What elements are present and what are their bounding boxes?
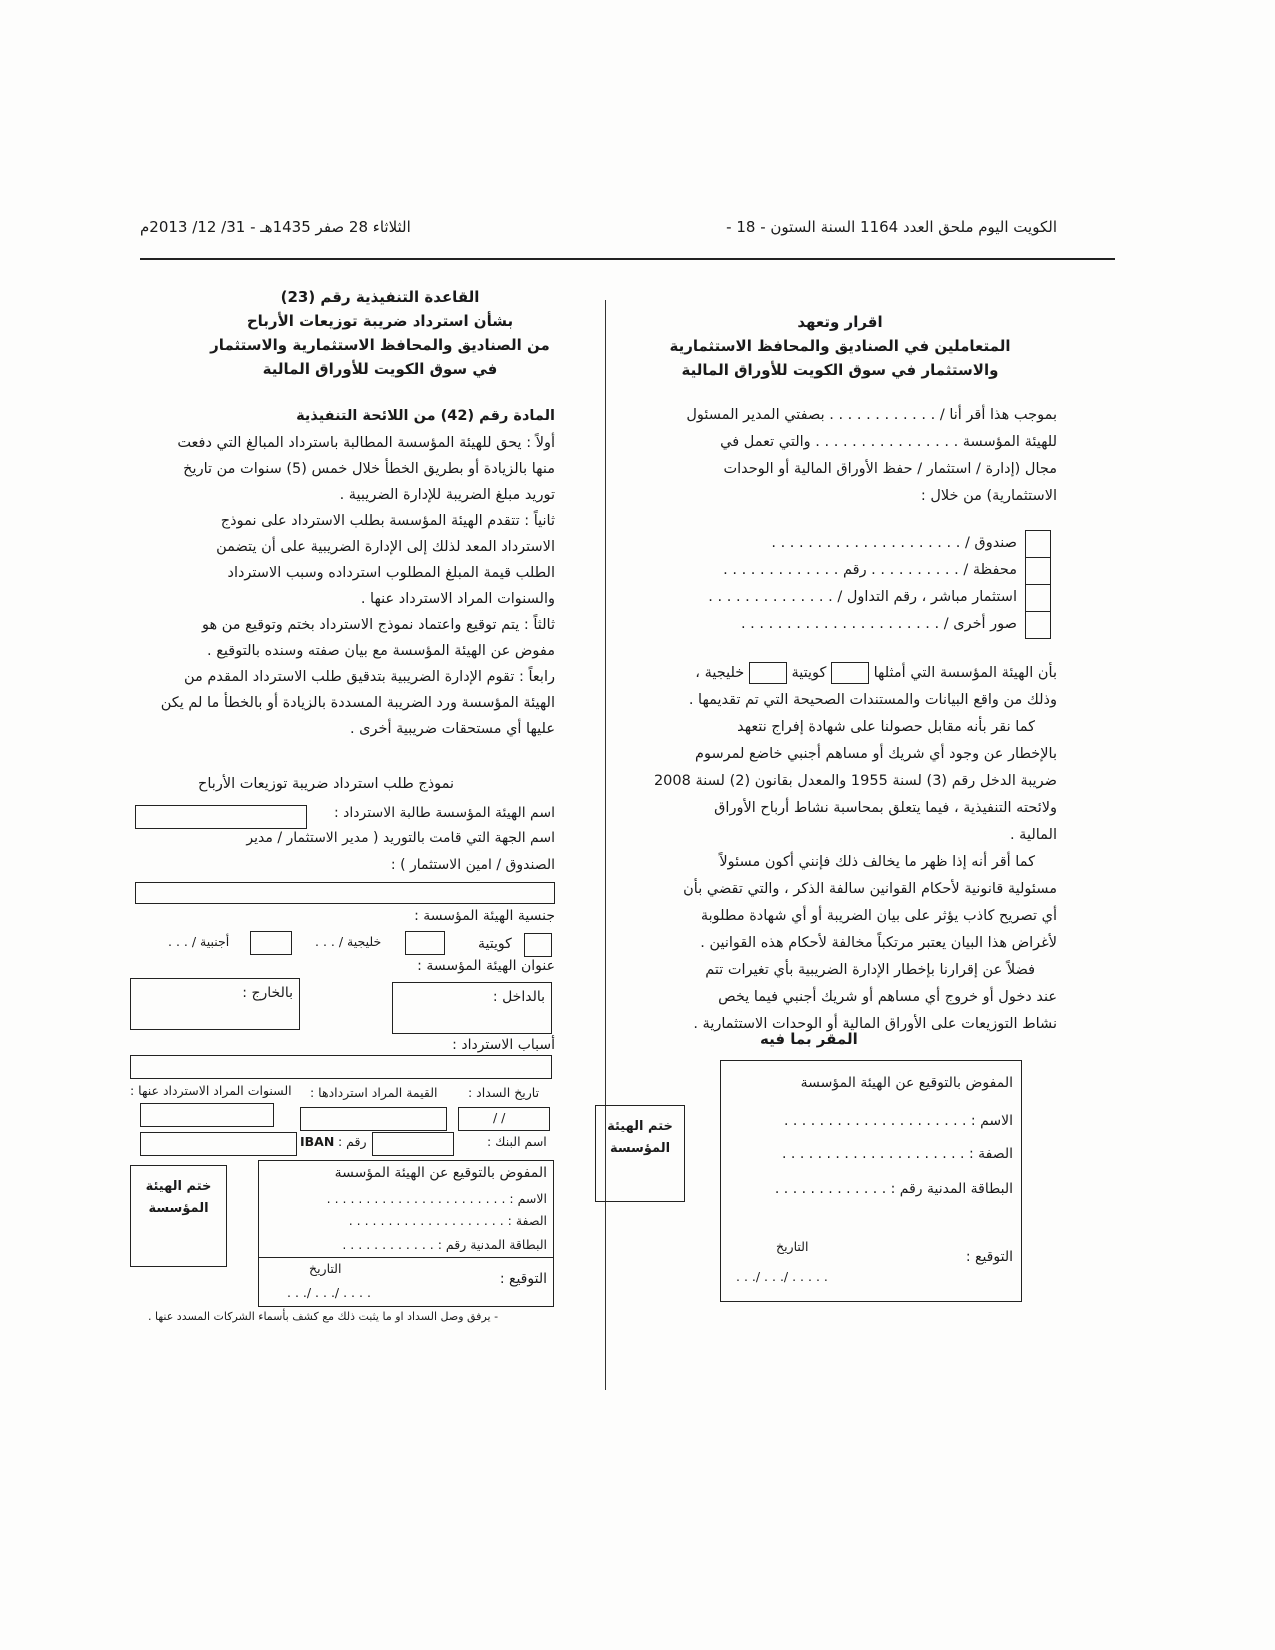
years-label: السنوات المراد الاسترداد عنها : xyxy=(130,1083,292,1098)
stamp-label: ختم الهيئة المؤسسة xyxy=(607,1119,673,1156)
body-line: أي تصريح كاذب يؤثر على بيان الضريبة أو أي شهادة مطلوبة xyxy=(700,908,1057,924)
signature-label: التوقيع : xyxy=(499,1271,547,1287)
address-inside-box[interactable] xyxy=(392,982,552,1034)
body-line: عند دخول أو خروج أي مساهم أو شريك أجنبي فيما يخص xyxy=(718,989,1057,1005)
rule-line: أولاً : يحق للهيئة المؤسسة المطالبة باسترداد المبالغ التي دفعت xyxy=(177,435,555,451)
declaration-title-line: والاستثمار في سوق الكويت للأوراق المالية xyxy=(681,361,999,379)
option-checkbox-other[interactable] xyxy=(1026,612,1050,638)
intro-line: بموجب هذا أقر أنا / . . . . . . . . . . . . بصفتي المدير المسئول xyxy=(686,407,1057,423)
body-line: ضريبة الدخل رقم (3) لسنة 1955 والمعدل بقانون (2) لسنة 2008 xyxy=(653,773,1057,789)
rule-line: الهيئة المؤسسة ورد الضريبة المسددة بالزيادة أو بالخطأ ما لم يكن xyxy=(160,695,555,711)
declaration-title xyxy=(620,310,1060,382)
iban-label: IBAN xyxy=(300,1134,335,1149)
rule-line: توريد مبلغ الضريبة للإدارة الضريبية . xyxy=(339,487,555,503)
header-rule xyxy=(140,258,1115,260)
declaration-body xyxy=(597,687,1057,1038)
nationality-line xyxy=(597,660,1057,687)
address-outside-box[interactable] xyxy=(130,978,300,1030)
option-checkbox-column xyxy=(1025,530,1051,639)
rule-title-line: من الصناديق والمحافظ الاستثمارية والاستثمار xyxy=(210,336,550,354)
rule-line: رابعاً : تقوم الإدارة الضريبية بتدقيق طلب الاسترداد المقدم من xyxy=(184,669,555,685)
foreign-label-form: أجنبية / . . . xyxy=(168,934,230,949)
article-title: المادة رقم (42) من اللائحة التنفيذية xyxy=(296,408,555,424)
option-fund: صندوق / . . . . . . . . . . . . . . . . . . . . . xyxy=(771,535,1017,551)
body-line: نشاط التوزيعات على الأوراق المالية أو الوحدات الاستثمارية . xyxy=(693,1016,1057,1032)
rule-title-line: بشأن استرداد ضريبة توزيعات الأرباح xyxy=(246,312,514,330)
signer-civil-id-field[interactable]: البطاقة المدنية رقم : . . . . . . . . . . . . xyxy=(342,1237,547,1252)
pay-date-input[interactable] xyxy=(458,1107,550,1131)
address-inside-label: بالداخل : xyxy=(492,989,545,1005)
intro-line: للهيئة المؤسسة . . . . . . . . . . . . . . . . والتي تعمل في xyxy=(720,434,1057,450)
signature-box-title: المفوض بالتوقيع عن الهيئة المؤسسة xyxy=(800,1075,1013,1091)
declaration-intro xyxy=(607,402,1057,510)
intro-line: مجال (إدارة / استثمار / حفظ الأوراق المالية أو الوحدات xyxy=(723,461,1057,477)
body-line: بالإخطار عن وجود أي شريك أو مساهم أجنبي خاضع لمرسوم xyxy=(695,746,1057,762)
nationality-label: جنسية الهيئة المؤسسة : xyxy=(414,908,555,924)
header-right: الكويت اليوم ملحق العدد 1164 السنة الستون - 18 - xyxy=(726,218,1057,236)
rule-line: مفوض عن الهيئة المؤسسة مع بيان صفته وسنده بالتوقيع . xyxy=(207,643,555,659)
option-checkbox-fund[interactable] xyxy=(1026,531,1050,558)
signature-divider xyxy=(259,1257,553,1258)
date-field[interactable]: . . . . . /. . . /. . . xyxy=(736,1269,828,1284)
body-line: لأغراض هذا البيان يعتبر مرتكباً مخالفة لأحكام هذه القوانين . xyxy=(700,935,1057,951)
bank-input[interactable] xyxy=(372,1132,454,1156)
foreign-checkbox-form[interactable] xyxy=(250,931,292,955)
body-line: وذلك من واقع البيانات والمستندات الصحيحة التي تم تقديمها . xyxy=(688,692,1057,708)
intro-line: الاستثمارية) من خلال : xyxy=(920,488,1057,504)
gulf-checkbox[interactable] xyxy=(749,662,787,684)
declaration-options xyxy=(607,530,1017,638)
option-direct: استثمار مباشر ، رقم التداول / . . . . . . . . . . . . . . xyxy=(708,589,1017,605)
bank-label: اسم البنك : xyxy=(487,1134,547,1149)
rule-line: ثالثاً : يتم توقيع واعتماد نموذج الاسترداد بختم وتوقيع من هو xyxy=(202,617,555,633)
number-label: رقم : xyxy=(338,1134,367,1149)
date-label: التاريخ xyxy=(776,1239,809,1254)
option-portfolio: محفظة / . . . . . . . . . . رقم . . . . . . . . . . . . . xyxy=(723,562,1017,578)
left-stamp-box xyxy=(130,1165,227,1267)
declaration-title-line: المتعاملين في الصناديق والمحافظ الاستثمارية xyxy=(669,337,1011,355)
supplier-label-line1: اسم الجهة التي قامت بالتوريد ( مدير الاستثمار / مدير xyxy=(246,830,555,846)
reasons-input[interactable] xyxy=(130,1055,552,1079)
pay-date-label: تاريخ السداد : xyxy=(468,1085,540,1100)
right-signature-box xyxy=(720,1060,1022,1302)
signer-role-field[interactable]: الصفة : . . . . . . . . . . . . . . . . . . . . xyxy=(348,1213,547,1228)
left-signature-box xyxy=(258,1160,554,1307)
rule-paragraphs xyxy=(125,430,555,742)
signer-name-field[interactable]: الاسم : . . . . . . . . . . . . . . . . . . . . . . . xyxy=(326,1191,547,1206)
amount-label: القيمة المراد استردادها : xyxy=(310,1085,438,1100)
kuwaiti-label: كويتية xyxy=(791,665,827,681)
header-left: الثلاثاء 28 صفر 1435هـ - 31/ 12/ 2013م xyxy=(140,218,411,236)
kuwaiti-label-form: كويتية xyxy=(478,936,512,952)
rule-title xyxy=(170,285,590,381)
rule-title-line: القاعدة التنفيذية رقم (23) xyxy=(280,288,480,306)
signer-civil-id-field[interactable]: البطاقة المدنية رقم : . . . . . . . . . . . . . xyxy=(774,1181,1013,1197)
option-checkbox-portfolio[interactable] xyxy=(1026,558,1050,585)
right-stamp-box xyxy=(595,1105,685,1202)
kuwaiti-checkbox[interactable] xyxy=(831,662,869,684)
gulf-label-form: خليجية / . . . xyxy=(315,934,382,949)
rule-line: عليها أي مستحقات ضريبية أخرى . xyxy=(349,721,555,737)
body-line: كما أقر أنه إذا ظهر ما يخالف ذلك فإنني أكون مسئولاً xyxy=(719,854,1035,870)
kuwaiti-checkbox-form[interactable] xyxy=(524,933,552,957)
declarant-label: المقر بما فيه xyxy=(760,1030,858,1048)
signer-role-field[interactable]: الصفة : . . . . . . . . . . . . . . . . . . . . . xyxy=(782,1146,1013,1162)
address-label: عنوان الهيئة المؤسسة : xyxy=(417,958,555,974)
years-input[interactable] xyxy=(140,1103,274,1127)
option-other: صور أخرى / . . . . . . . . . . . . . . . . . . . . . . xyxy=(740,616,1017,632)
supplier-label-line2: الصندوق / امين الاستثمار ) : xyxy=(390,857,555,873)
reasons-label: أسباب الاسترداد : xyxy=(452,1037,555,1053)
date-field[interactable]: . . . . /. . . /. . . xyxy=(287,1285,371,1300)
rule-line: ثانياً : تتقدم الهيئة المؤسسة بطلب الاسترداد على نموذج xyxy=(220,513,555,529)
body-line: كما نقر بأنه مقابل حصولنا على شهادة إفراج نتعهد xyxy=(737,719,1035,735)
form-footnote: - يرفق وصل السداد او ما يثبت ذلك مع كشف بأسماء الشركات المسدد عنها . xyxy=(148,1310,499,1323)
supplier-input[interactable] xyxy=(135,882,555,904)
body-line: ولائحته التنفيذية ، فيما يتعلق بمحاسبة نشاط أرباح الأوراق xyxy=(714,800,1057,816)
signature-box-title: المفوض بالتوقيع عن الهيئة المؤسسة xyxy=(334,1165,547,1181)
rule-line: منها بالزيادة أو بطريق الخطأ خلال خمس (5) سنوات من تاريخ xyxy=(183,461,555,477)
declaration-title-line: اقرار وتعهد xyxy=(797,313,883,331)
form-title: نموذج طلب استرداد ضريبة توزيعات الأرباح xyxy=(198,776,455,792)
body-line: مسئولية قانونية لأحكام القوانين سالفة الذكر ، والتي تقضي بأن xyxy=(683,881,1057,897)
rule-line: الطلب قيمة المبلغ المطلوب استرداده وسبب الاسترداد xyxy=(227,565,555,581)
iban-input[interactable] xyxy=(140,1132,297,1156)
entity-name-label: اسم الهيئة المؤسسة طالبة الاسترداد : xyxy=(334,805,555,821)
rule-line: الاسترداد المعد لذلك إلى الإدارة الضريبية على أن يتضمن xyxy=(216,539,555,555)
signature-label: التوقيع : xyxy=(965,1249,1013,1265)
gulf-label: خليجية ، xyxy=(695,665,745,681)
address-outside-label: بالخارج : xyxy=(242,985,293,1001)
gulf-checkbox-form[interactable] xyxy=(405,931,445,955)
amount-input[interactable] xyxy=(300,1107,447,1131)
nationality-prefix: بأن الهيئة المؤسسة التي أمثلها xyxy=(873,665,1057,681)
date-label: التاريخ xyxy=(309,1261,342,1276)
rule-title-line: في سوق الكويت للأوراق المالية xyxy=(262,360,498,378)
body-line: فضلاً عن إقرارنا بإخطار الإدارة الضريبية بأي تغيرات تتم xyxy=(705,962,1035,978)
body-line: المالية . xyxy=(1009,827,1057,843)
signer-name-field[interactable]: الاسم : . . . . . . . . . . . . . . . . . . . . . xyxy=(784,1113,1013,1129)
stamp-label: ختم الهيئة المؤسسة xyxy=(145,1179,212,1216)
option-checkbox-direct[interactable] xyxy=(1026,585,1050,612)
rule-line: والسنوات المراد الاسترداد عنها . xyxy=(360,591,555,607)
pay-date-slash: / / xyxy=(493,1110,506,1125)
entity-name-input[interactable] xyxy=(135,805,307,829)
